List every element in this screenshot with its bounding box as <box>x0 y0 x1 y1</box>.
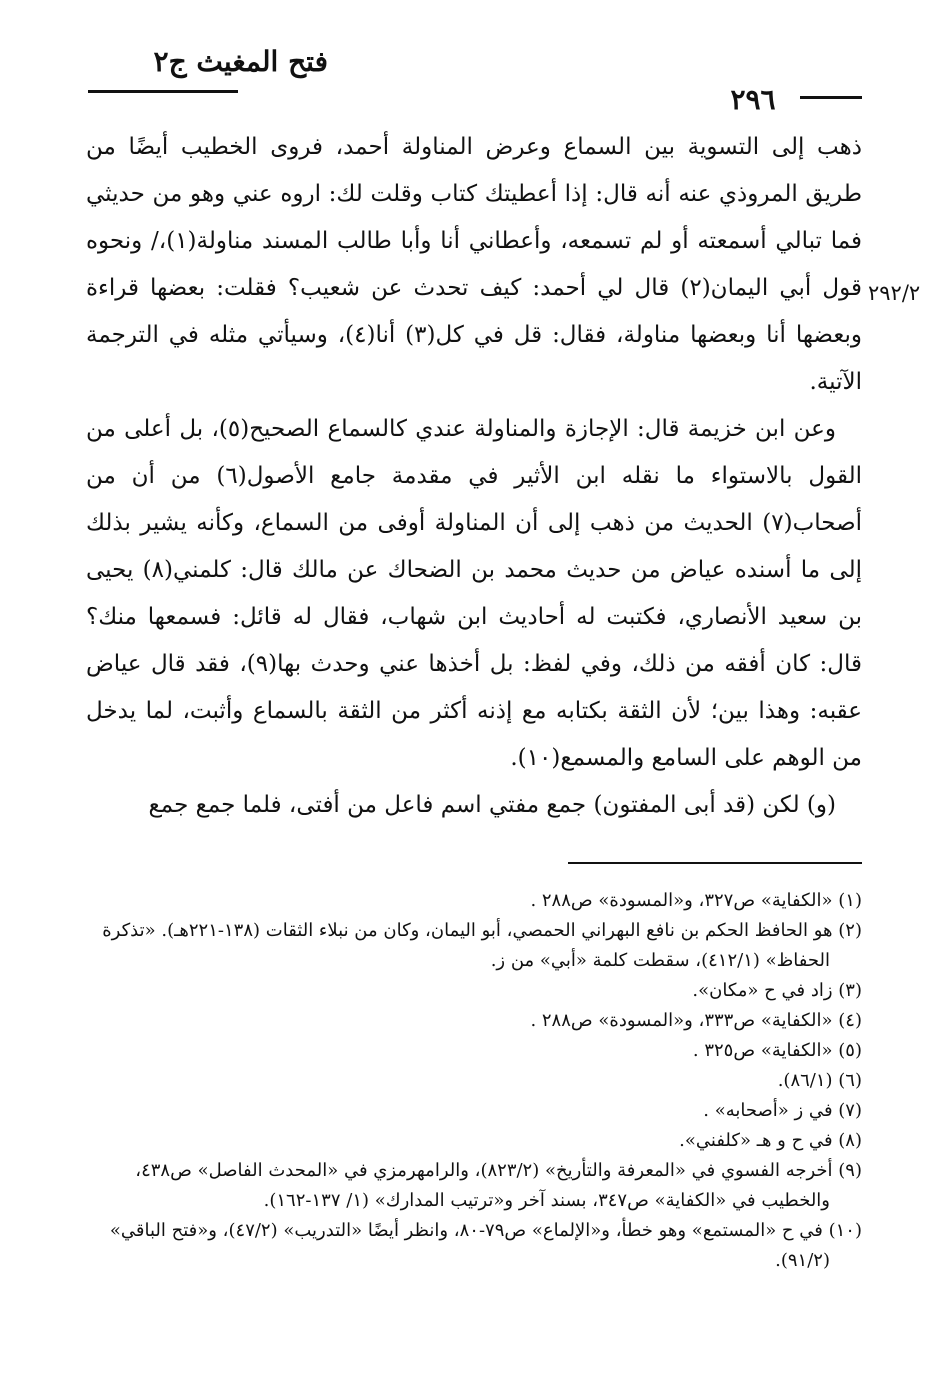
page-number-rule <box>800 96 862 99</box>
footnote: (٩) أخرجه الفسوي في «المعرفة والتأريخ» (٨٢٣/٢)، والرامهرمزي في «المحدث الفاصل» ص٤٣٨، والخطيب في «الكفاية» ص٣٤٧، بسند آخر و«ترتيب المدارك» (١/ ١٣٧-١٦٢). <box>135 1160 862 1211</box>
footnote: (٤) «الكفاية» ص٣٣٣، و«المسودة» ص٢٨٨ . <box>530 1010 862 1031</box>
footnote: (٨) في ح و هـ «كلفني». <box>679 1130 862 1151</box>
footnote: (٧) في ز «أصحابه» . <box>703 1100 862 1121</box>
paragraph: ذهب إلى التسوية بين السماع وعرض المناولة أحمد، فروى الخطيب أيضًا من طريق المروذي عنه أنه قال: إذا أعطيتك كتاب وقلت لك: اروه عني وهو من حديثي فما تبالي أسمعته أو لم تسمعه، وأعطاني أنا وأبا طالب المسند مناولة(١)،/ ونحوه قول أبي اليمان(٢) قال لي أحمد: كيف تحدث عن شعيب؟ فقلت: بعضها قراءة وبعضها أنا وبعضها مناولة، فقال: قل في كل(٣) أنا(٤)، وسيأتي مثله في الترجمة الآتية. <box>86 134 862 395</box>
footnote: (٦) (٨٦/١). <box>777 1070 862 1091</box>
paragraph: (و) لكن (قد أبى المفتون) جمع مفتي اسم فاعل من أفتى، فلما جمع جمع <box>148 792 836 818</box>
footnote: (٣) زاد في ح «مكان». <box>692 980 862 1001</box>
page-number: ٢٩٦ <box>730 83 776 116</box>
footnote: (٢) هو الحافظ الحكم بن نافع البهراني الحمصي، أبو اليمان، وكان من نبلاء الثقات (١٣٨-٢٢١هـ). «تذكرة الحفاظ» (٤١٢/١)، سقطت كلمة «أبي» من ز. <box>102 920 862 971</box>
title-rule <box>88 90 238 93</box>
main-text <box>86 124 862 829</box>
paragraph: وعن ابن خزيمة قال: الإجازة والمناولة عندي كالسماع الصحيح(٥)، بل أعلى من القول بالاستواء ما نقله ابن الأثير في مقدمة جامع الأصول(٦) من أن من أصحاب(٧) الحديث من ذهب إلى أن المناولة أوفى من السماع، وكأنه يشير بذلك إلى ما أسنده عياض من حديث محمد بن الضحاك عن مالك قال: كلمني(٨) يحيى بن سعيد الأنصاري، فكتبت له أحاديث ابن شهاب، فقال له قائل: فسمعها منك؟ قال: كان أفقه من ذلك، وفي لفظ: بل أخذها عني وحدث بها(٩)، فقد قال عياض عقبه: وهذا بين؛ لأن الثقة بكتابه مع إذنه أكثر من الثقة بالسماع وأثبت، لما يدخل من الوهم على السامع والمسمع(١٠). <box>86 416 862 771</box>
margin-reference: ٢٩٢/٢ <box>868 281 921 305</box>
footnote: (١٠) في ح «المستمع» وهو خطأ، و«الإلماع» ص٧٩-٨٠، وانظر أيضًا «التدريب» (٤٧/٢)، و«فتح الباقي» (٩١/٢). <box>109 1220 862 1271</box>
footnotes <box>86 886 862 1276</box>
page-header <box>88 42 862 116</box>
footnote: (٥) «الكفاية» ص٣٢٥ . <box>692 1040 862 1061</box>
footnote: (١) «الكفاية» ص٣٢٧، و«المسودة» ص٢٨٨ . <box>530 890 862 911</box>
book-title: فتح المغيث ج٢ <box>153 45 328 78</box>
footnote-separator <box>568 862 862 864</box>
